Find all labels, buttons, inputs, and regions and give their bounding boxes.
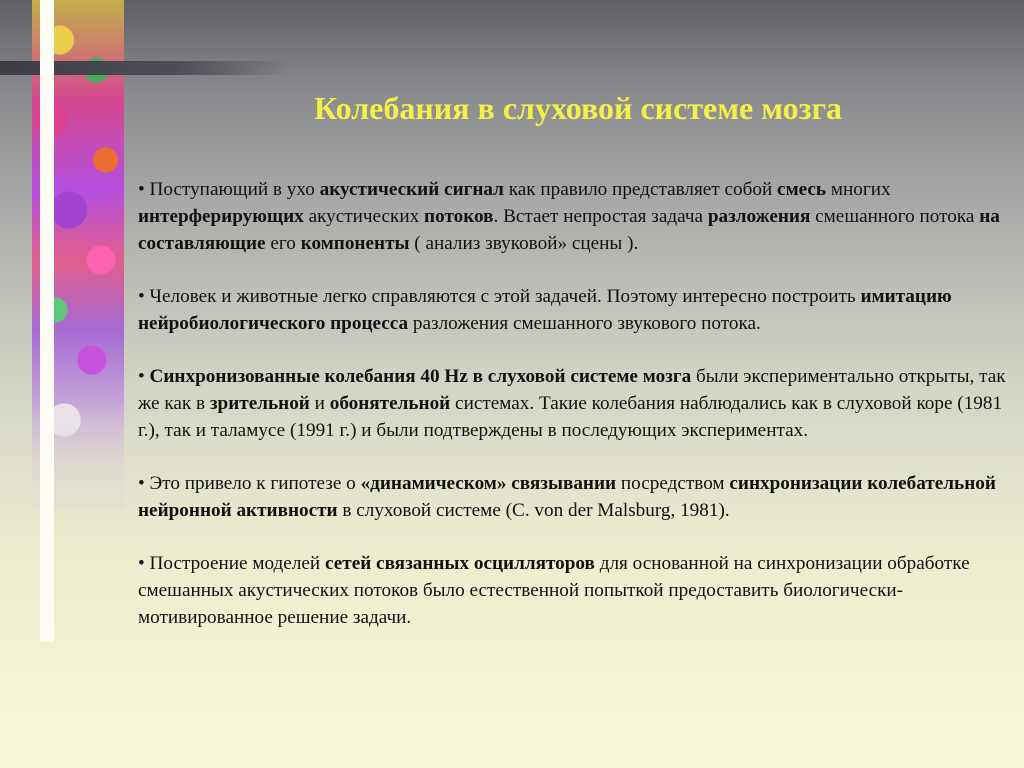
bullet-paragraph-5: • Построение моделей сетей связанных осцилляторов для основанной на синхронизации обработке смешанных акустических потоков было естественной попыткой предоставить биологически-мотивированное решение задачи. bbox=[138, 553, 970, 628]
slide-body bbox=[138, 176, 1024, 631]
bullet-paragraph-2: • Человек и животные легко справляются с этой задачей. Поэтому интересно построить имитацию нейробиологического процесса разложения смешанного звукового потока. bbox=[138, 286, 952, 334]
bullet-paragraph-4: • Это привело к гипотезе о «динамическом» связывании посредством синхронизации колебательной нейронной активности в слуховой системе (C. von der Malsburg, 1981). bbox=[138, 473, 996, 521]
bullet-paragraph-3: • Синхронизованные колебания 40 Hz в слуховой системе мозга были экспериментально открыты, так же как в зрительной и обонятельной системах. Такие колебания наблюдались как в слуховой коре (1981 г.), так и таламусе (1991 г.) и были подтверждены в последующих экспериментах. bbox=[138, 366, 1006, 441]
slide-title: Колебания в слуховой системе мозга bbox=[314, 90, 842, 126]
bullet-paragraph-1: • Поступающий в ухо акустический сигнал как правило представляет собой смесь многих интерферирующих акустических потоков. Встает непростая задача разложения смешанного потока на составляющие его компоненты ( анализ звуковой» сцены ). bbox=[138, 179, 1000, 254]
vertical-accent-bar bbox=[40, 0, 54, 642]
